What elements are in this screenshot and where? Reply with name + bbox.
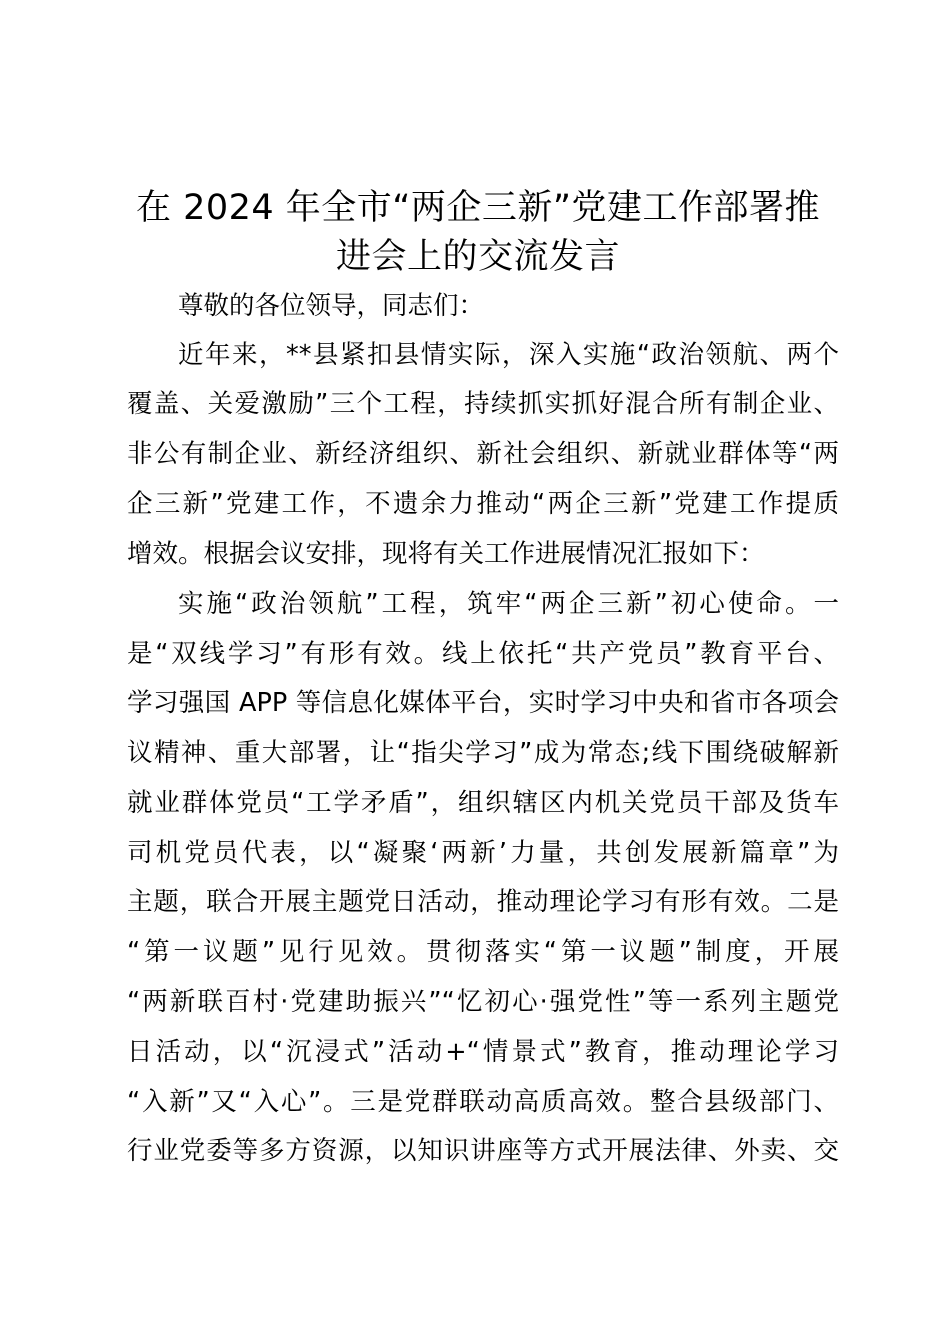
paragraph-2-line-1: 实施“政治领航”工程，筑牢“两企三新”初心使命。一	[178, 589, 839, 619]
paragraph-2-line-6: 司机党员代表，以“凝聚‘两新’力量，共创发展新篇章”为	[127, 838, 839, 868]
document-title-line-2: 进会上的交流发言	[335, 237, 620, 277]
salutation: 尊敬的各位领导，同志们：	[178, 291, 485, 321]
paragraph-1-line-5: 增效。根据会议安排，现将有关工作进展情况汇报如下：	[127, 539, 765, 569]
paragraph-2-line-5: 就业群体党员“工学矛盾”，组织辖区内机关党员干部及货车	[127, 788, 839, 818]
paragraph-2-line-8: “第一议题”见行见效。贯彻落实“第一议题”制度，开展	[127, 937, 839, 967]
paragraph-1-line-4: 企三新”党建工作，不遗余力推动“两企三新”党建工作提质	[127, 489, 839, 519]
paragraph-2-line-2: 是“双线学习”有形有效。线上依托“共产党员”教育平台、	[127, 639, 839, 669]
paragraph-1-line-1: 近年来，**县紧扣县情实际，深入实施“政治领航、两个	[178, 340, 839, 370]
paragraph-2-line-4: 议精神、重大部署，让“指尖学习”成为常态;线下围绕破解新	[127, 738, 839, 768]
paragraph-2-line-3: 学习强国 APP 等信息化媒体平台，实时学习中央和省市各项会	[127, 688, 839, 718]
document-title-line-1: 在 2024 年全市“两企三新”党建工作部署推	[135, 188, 821, 228]
paragraph-1-line-3: 非公有制企业、新经济组织、新社会组织、新就业群体等“两	[127, 439, 839, 469]
paragraph-2-line-12: 行业党委等多方资源，以知识讲座等方式开展法律、外卖、交	[127, 1136, 839, 1166]
paragraph-2-line-9: “两新联百村·党建助振兴”“忆初心·强党性”等一系列主题党	[127, 987, 839, 1017]
paragraph-1-line-2: 覆盖、关爱激励”三个工程，持续抓实抓好混合所有制企业、	[127, 389, 839, 419]
paragraph-2-line-7: 主题，联合开展主题党日活动，推动理论学习有形有效。二是	[127, 887, 839, 917]
paragraph-2-line-11: “入新”又“入心”。三是党群联动高质高效。整合县级部门、	[127, 1087, 839, 1117]
paragraph-2-line-10: 日活动，以“沉浸式”活动+“情景式”教育，推动理论学习	[127, 1037, 839, 1067]
